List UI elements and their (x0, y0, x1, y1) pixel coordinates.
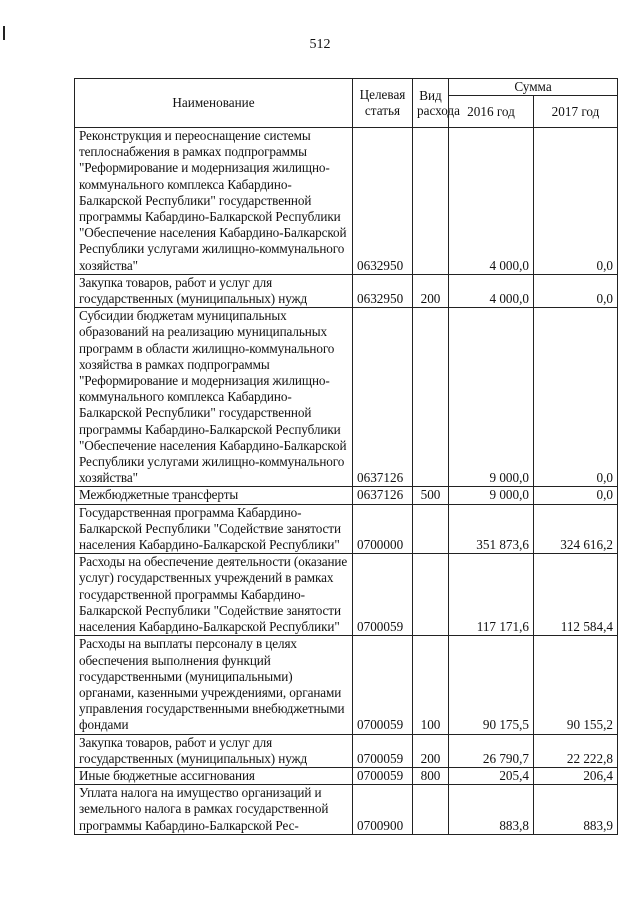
header-code: Целевая статья (353, 79, 413, 128)
row-sum-2017: 90 155,2 (534, 636, 618, 734)
table-row (75, 274, 618, 307)
row-code: 0637126 (353, 487, 413, 504)
row-sum-2017: 0,0 (534, 487, 618, 504)
table-row (75, 504, 618, 554)
row-sum-2016: 117 171,6 (449, 554, 534, 636)
row-sum-2016: 351 873,6 (449, 504, 534, 554)
row-code: 0637126 (353, 308, 413, 487)
row-sum-2017: 0,0 (534, 274, 618, 307)
row-sum-2016: 4 000,0 (449, 128, 534, 275)
row-type: 100 (413, 636, 449, 734)
row-code: 0700059 (353, 734, 413, 767)
table-body (75, 128, 618, 835)
row-code: 0700059 (353, 554, 413, 636)
table-row (75, 785, 618, 835)
page-number: 512 (309, 37, 331, 52)
row-sum-2016: 90 175,5 (449, 636, 534, 734)
row-type: 200 (413, 734, 449, 767)
row-name: Государственная программа Кабардино-Балкарской Республики "Содействие занятости населения Кабардино-Балкарской Республики" (75, 504, 353, 554)
row-sum-2016: 26 790,7 (449, 734, 534, 767)
row-sum-2017: 112 584,4 (534, 554, 618, 636)
row-name: Субсидии бюджетам муниципальных образований на реализацию муниципальных программ в области жилищно-коммунального хозяйства в рамках подпрограммы "Реформирование и модернизация жилищно-коммунального комплекса Кабардино-Балкарской Республики" государственной программы Кабардино-Балкарской Республики "Обеспечение населения Кабардино-Балкарской Республики услугами жилищно-коммунального хозяйства" (75, 308, 353, 487)
row-sum-2017: 324 616,2 (534, 504, 618, 554)
row-name: Уплата налога на имущество организаций и земельного налога в рамках государственной программы Кабардино-Балкарской Рес- (75, 785, 353, 835)
row-sum-2017: 0,0 (534, 128, 618, 275)
row-sum-2017: 22 222,8 (534, 734, 618, 767)
row-type (413, 785, 449, 835)
row-name: Закупка товаров, работ и услуг для государственных (муниципальных) нужд (75, 274, 353, 307)
row-code: 0700059 (353, 636, 413, 734)
row-code: 0632950 (353, 274, 413, 307)
header-type: Вид расхода (413, 79, 449, 128)
row-type (413, 554, 449, 636)
row-name: Расходы на обеспечение деятельности (оказание услуг) государственных учреждений в рамках государственной программы Кабардино-Балкарской Республики "Содействие занятости населения Кабардино-Балкарской Республики" (75, 554, 353, 636)
row-sum-2016: 205,4 (449, 767, 534, 784)
table-row (75, 487, 618, 504)
header-year-2017: 2017 год (534, 96, 618, 128)
row-sum-2017: 0,0 (534, 308, 618, 487)
table-row (75, 767, 618, 784)
row-type (413, 128, 449, 275)
budget-table (74, 78, 618, 835)
row-code: 0700059 (353, 767, 413, 784)
table-row (75, 308, 618, 487)
row-sum-2016: 9 000,0 (449, 487, 534, 504)
row-sum-2017: 883,9 (534, 785, 618, 835)
row-code: 0632950 (353, 128, 413, 275)
row-type: 500 (413, 487, 449, 504)
row-type (413, 504, 449, 554)
row-name: Иные бюджетные ассигнования (75, 767, 353, 784)
table-header (75, 79, 618, 128)
row-name: Реконструкция и переоснащение системы теплоснабжения в рамках подпрограммы "Реформирование и модернизация жилищно-коммунального комплекса Кабардино-Балкарской Республики" государственной программы Кабардино-Балкарской Республики "Обеспечение населения Кабардино-Балкарской Республики услугами жилищно-коммунального хозяйства" (75, 128, 353, 275)
row-sum-2016: 883,8 (449, 785, 534, 835)
row-sum-2017: 206,4 (534, 767, 618, 784)
row-sum-2016: 9 000,0 (449, 308, 534, 487)
row-code: 0700900 (353, 785, 413, 835)
table-row (75, 128, 618, 275)
row-type (413, 308, 449, 487)
table-row (75, 554, 618, 636)
table-row (75, 734, 618, 767)
table-row (75, 636, 618, 734)
row-sum-2016: 4 000,0 (449, 274, 534, 307)
row-name: Закупка товаров, работ и услуг для государственных (муниципальных) нужд (75, 734, 353, 767)
header-sum: Сумма (449, 79, 618, 96)
row-name: Межбюджетные трансферты (75, 487, 353, 504)
row-name: Расходы на выплаты персоналу в целях обеспечения выполнения функций государственными (муниципальными) органами, казенными учреждениями, органами управления государственными внебюджетными фондами (75, 636, 353, 734)
header-name: Наименование (75, 79, 353, 128)
row-type: 800 (413, 767, 449, 784)
header-year-2016: 2016 год (449, 96, 534, 128)
row-code: 0700000 (353, 504, 413, 554)
row-type: 200 (413, 274, 449, 307)
